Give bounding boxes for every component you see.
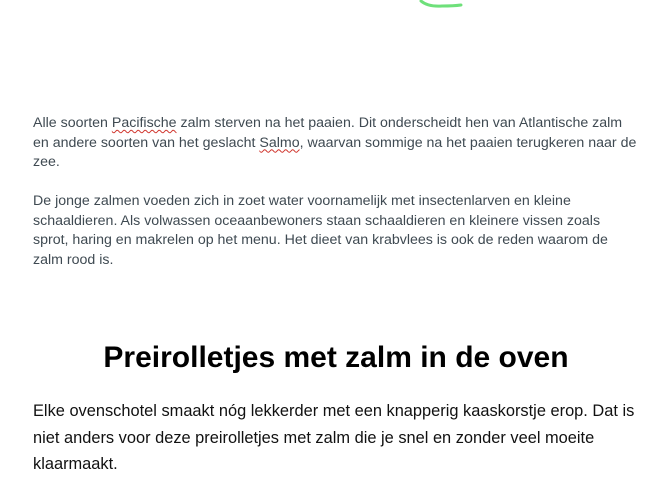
paragraph-salmon-spawning[interactable] xyxy=(33,114,637,173)
misspelled-word-pacifische[interactable]: Pacifische xyxy=(111,115,177,131)
paragraph-salmon-diet[interactable]: De jonge zalmen voeden zich in zoet water voornamelijk met insectenlarven en kleine schaaldieren. Als volwassen oceaanbewoners staan schaaldieren en kleinere vissen zoals sprot, haring en makrelen op het menu. Het dieet van krabvlees is ook de reden waarom de zalm rood is. xyxy=(33,193,608,268)
text-run: zalm sterven na het paaien. Dit onderscheidt hen van Atlantische zalm en andere soorten van het geslacht xyxy=(33,115,623,151)
recipe-intro-paragraph[interactable]: Elke ovenschotel smaakt nóg lekkerder met een knapperig kaaskorstje erop. Dat is niet anders voor deze preirolletjes met zalm die je snel en zonder veel moeite klaarmaakt. xyxy=(33,402,635,473)
ink-stroke-decoration xyxy=(418,0,464,10)
misspelled-word-salmo[interactable]: Salmo xyxy=(259,134,300,151)
recipe-heading[interactable]: Preirolletjes met zalm in de oven xyxy=(103,341,569,374)
text-run: , waarvan sommige na het paaien terugkeren naar de zee. xyxy=(33,134,637,170)
text-run: Alle soorten xyxy=(33,115,112,131)
